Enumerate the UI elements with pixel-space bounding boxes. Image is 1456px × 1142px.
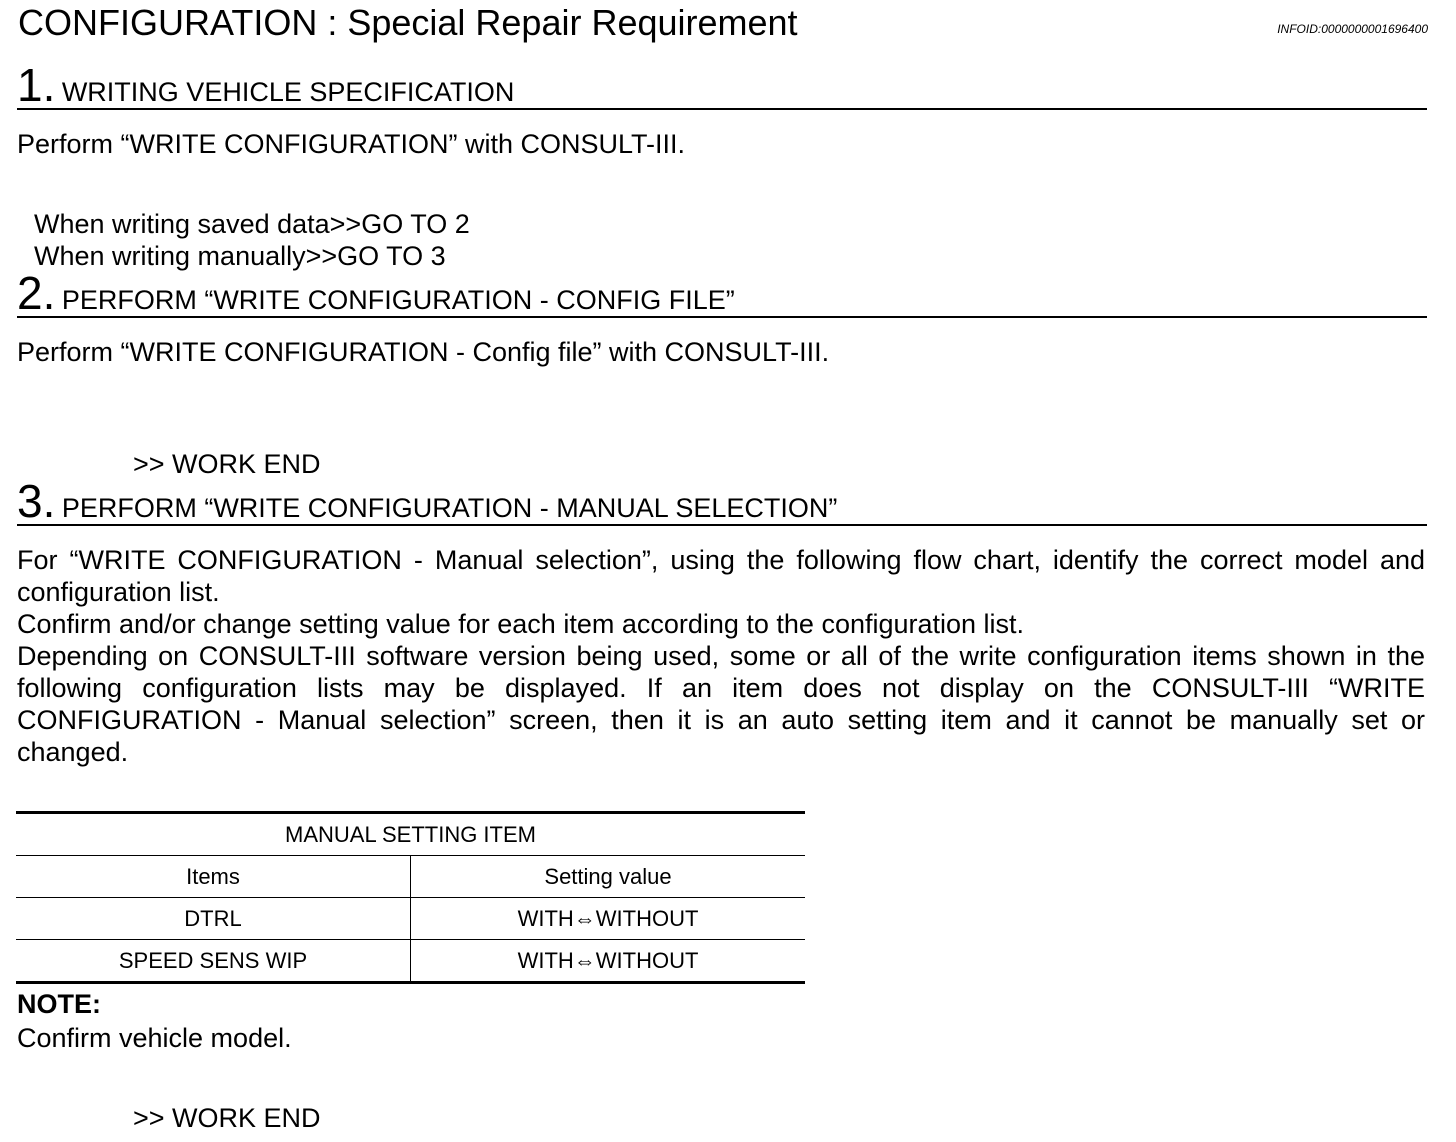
step-3-paragraph-3: Depending on CONSULT-III software version being used, some or all of the write configuration items shown in the following configuration lists may be displayed. If an item does not display on the CONSULT-III “WRITE CONFIGURATION - Manual selection” screen, then it is an auto setting item and it cannot be manually set or changed. xyxy=(17,641,1425,767)
table-cell-item: DTRL xyxy=(16,898,411,940)
table-header-setting-value: Setting value xyxy=(411,856,806,898)
step-3-paragraph-2: Confirm and/or change setting value for each item according to the configuration list. xyxy=(17,609,1025,639)
table-cell-item: SPEED SENS WIP xyxy=(16,940,411,983)
table-cell-value: WITH⇔WITHOUT xyxy=(411,940,806,983)
step-1-heading xyxy=(17,59,1427,111)
step-2-work-end: >> WORK END xyxy=(133,449,321,479)
step-3-paragraph-1: For “WRITE CONFIGURATION - Manual selection”, using the following flow chart, identify the correct model and configuration list. xyxy=(17,545,1425,607)
table-header-items: Items xyxy=(16,856,411,898)
table-caption: MANUAL SETTING ITEM xyxy=(16,813,805,856)
note-text: Confirm vehicle model. xyxy=(17,1023,292,1053)
step-3-title: PERFORM “WRITE CONFIGURATION - MANUAL SELECTION” xyxy=(61,493,838,523)
table-cell-value: WITH⇔WITHOUT xyxy=(411,898,806,940)
step-2-heading xyxy=(17,267,1427,319)
step-1-body: Perform “WRITE CONFIGURATION” with CONSULT-III. xyxy=(17,129,686,159)
step-3-heading xyxy=(17,475,1427,527)
step-1-branch-saved: When writing saved data>>GO TO 2 xyxy=(34,209,470,239)
step-1-title: WRITING VEHICLE SPECIFICATION xyxy=(61,77,515,107)
table-row xyxy=(16,898,805,940)
info-id: INFOID:0000000001696400 xyxy=(1277,22,1428,36)
page-title: CONFIGURATION : Special Repair Requirement xyxy=(18,2,798,43)
step-1-number: 1. xyxy=(17,59,56,111)
table-row xyxy=(16,940,805,983)
step-2-title: PERFORM “WRITE CONFIGURATION - CONFIG FILE” xyxy=(61,285,735,315)
step-1-branch-manual: When writing manually>>GO TO 3 xyxy=(34,241,446,271)
step-3-work-end: >> WORK END xyxy=(133,1103,321,1133)
manual-setting-table xyxy=(16,811,805,984)
step-2-number: 2. xyxy=(17,267,56,319)
step-3-number: 3. xyxy=(17,475,56,527)
note-label: NOTE: xyxy=(17,989,101,1019)
step-2-body: Perform “WRITE CONFIGURATION - Config file” with CONSULT-III. xyxy=(17,337,830,367)
